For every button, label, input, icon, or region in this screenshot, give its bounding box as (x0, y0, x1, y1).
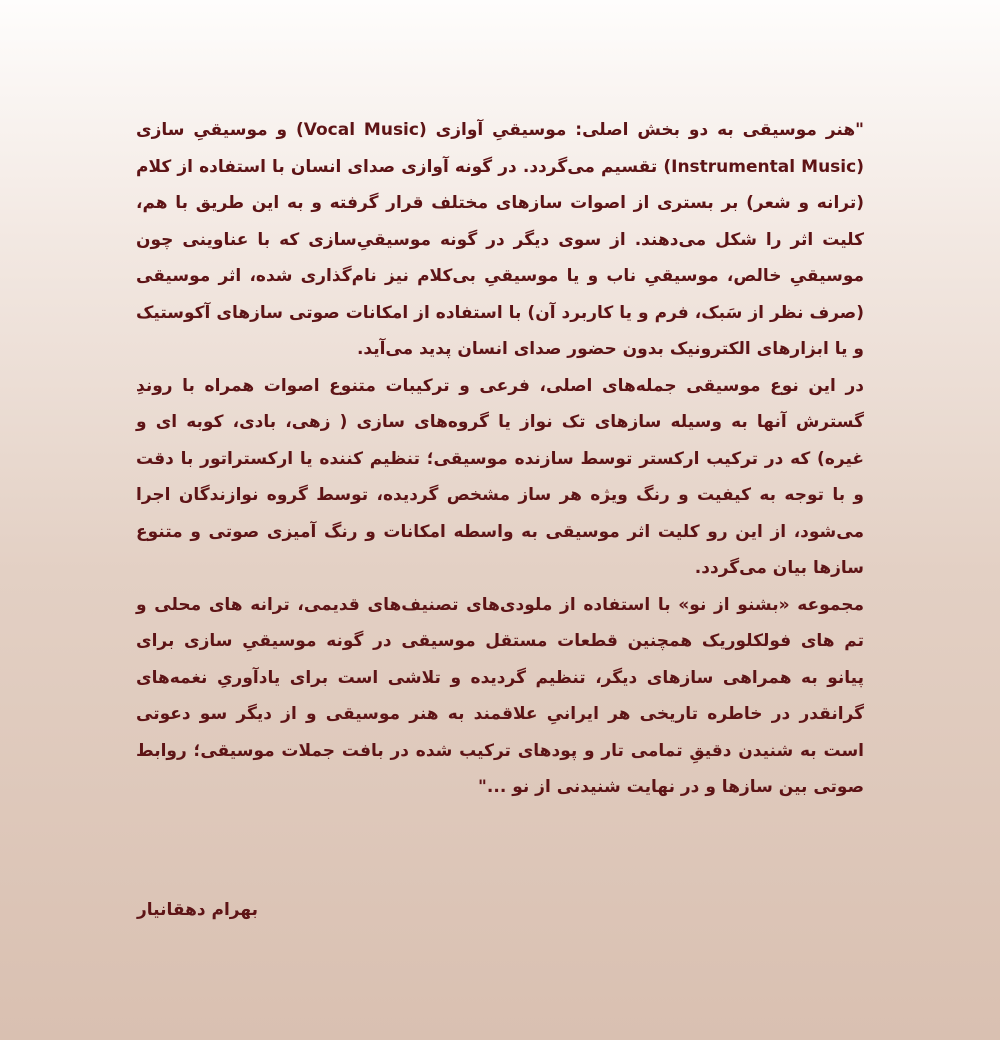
paragraph-instrumental: در این نوع موسیقی جمله‌های اصلی، فرعی و ترکیبات متنوع اصوات همراه با روندِ گسترش آنها به وسیله سازهای تک نواز یا گروه‌های سازی ( زهی، بادی، کوبه ای و غیره) که در ترکیب ارکستر توسط سازنده موسیقی؛ تنظیم کننده یا ارکستراتور با دقت و با توجه به کیفیت و رنگ ویژه هر ساز مشخص گردیده، توسط گروه نوازندگان اجرا می‌شود، از این رو کلیت اثر موسیقی به واسطه امکانات و رنگ آمیزی صوتی و متنوع سازها بیان می‌گردد. (136, 375, 864, 578)
paragraph-intro: "هنر موسیقی به دو بخش اصلی: موسیقیِ آوازی (Vocal Music) و موسیقیِ سازی (Instrumental Music) تقسیم می‌گردد. در گونه آوازی صدای انسان با استفاده از کلام (ترانه و شعر) بر بستری از اصوات سازهای مختلف قرار گرفته و به این طریق با هم، کلیت اثر را شکل می‌دهند. از سوی دیگر در گونه موسیقیِ‌سازی که با عناوینی چون موسیقیِ خالص، موسیقیِ ناب و یا موسیقیِ بی‌کلام نیز نام‌گذاری شده، اثر موسیقی (صرف نظر از سَبک، فرم و یا کاربرد آن) با استفاده از امکانات صوتی سازهای آکوستیک و یا ابزارهای الکترونیک بدون حضور صدای انسان پدید می‌آید. (136, 120, 864, 359)
author-signature: بهرام دهقانیار (136, 900, 258, 920)
paragraph-collection: مجموعه «بشنو از نو» با استفاده از ملودی‌های تصنیف‌های قدیمی، ترانه های محلی و تم های فولکلوریک همچنین قطعات مستقل موسیقی در گونه موسیقیِ سازی برای پیانو به همراهی سازهای دیگر، تنظیم گردیده و تلاشی است برای یادآوریِ نغمه‌های گرانقدر در خاطره تاریخی هر ایرانیِ علاقمند به هنر موسیقی و از دیگر سو دعوتی است به شنیدن دقیقِ تمامی تار و پودهای ترکیب شده در بافت جملات موسیقی؛ روابط صوتی بین سازها و در نهایت شنیدنی از نو ..." (136, 594, 864, 797)
main-text (136, 112, 864, 806)
